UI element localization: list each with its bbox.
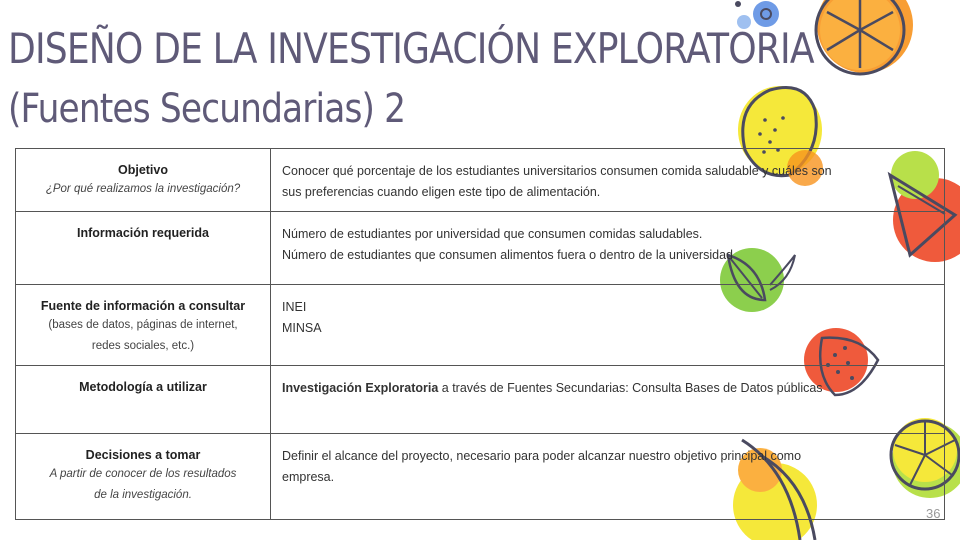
row-content-cell	[271, 433, 945, 519]
row-sublabel: ¿Por qué realizamos la investigación?	[45, 183, 241, 195]
row-text-line: Número de estudiantes por universidad que consumen comidas saludables.	[282, 226, 703, 241]
row-content-cell	[271, 149, 945, 212]
row-label: Objetivo	[117, 163, 168, 177]
row-label-cell	[16, 366, 271, 434]
table-row	[16, 149, 945, 212]
row-content-cell	[271, 285, 945, 366]
row-label: Metodología a utilizar	[79, 380, 207, 395]
row-sublabel: de la investigación.	[94, 488, 192, 501]
row-label: Información requerida	[77, 225, 209, 240]
row-text-line: Conocer qué porcentaje de los estudiantes universitarios consumen comida saludable y cuáles son	[282, 164, 832, 178]
page-number: 36	[926, 506, 941, 521]
row-text-line: Número de estudiantes que consumen alimentos fuera o dentro de la universidad	[282, 247, 733, 262]
slide-subtitle: (Fuentes Secundarias) 2	[8, 86, 406, 132]
row-text: a través de Fuentes Secundarias: Consulta Bases de Datos públicas	[438, 381, 823, 396]
row-sublabel: A partir de conocer de los resultados	[49, 467, 237, 480]
row-sublabel: redes sociales, etc.)	[91, 340, 195, 353]
row-label-cell	[16, 149, 271, 212]
row-text-line: empresa.	[282, 469, 335, 484]
row-label-cell	[16, 285, 271, 366]
research-design-table	[15, 148, 945, 520]
table-row	[16, 211, 945, 285]
table-row	[16, 433, 945, 519]
table-row	[16, 285, 945, 366]
row-label: Decisiones a tomar	[85, 447, 201, 462]
table-row	[16, 366, 945, 434]
row-text-line: sus preferencias cuando eligen este tipo de alimentación.	[282, 185, 601, 199]
orange-slice-icon	[816, 0, 913, 74]
row-label-cell	[16, 433, 271, 519]
row-label: Fuente de información a consultar	[40, 299, 246, 314]
row-sublabel: (bases de datos, páginas de internet,	[48, 319, 238, 332]
row-content-cell	[271, 211, 945, 285]
row-text-line: INEI	[282, 300, 307, 315]
row-label-cell	[16, 211, 271, 285]
row-text-line: MINSA	[282, 321, 322, 336]
row-bold-text: Investigación Exploratoria	[282, 381, 439, 396]
row-content-cell	[271, 366, 945, 434]
slide-title: DISEÑO DE LA INVESTIGACIÓN EXPLORATORIA	[8, 24, 814, 73]
row-text-line: Definir el alcance del proyecto, necesario para poder alcanzar nuestro objetivo principal como	[282, 448, 802, 463]
